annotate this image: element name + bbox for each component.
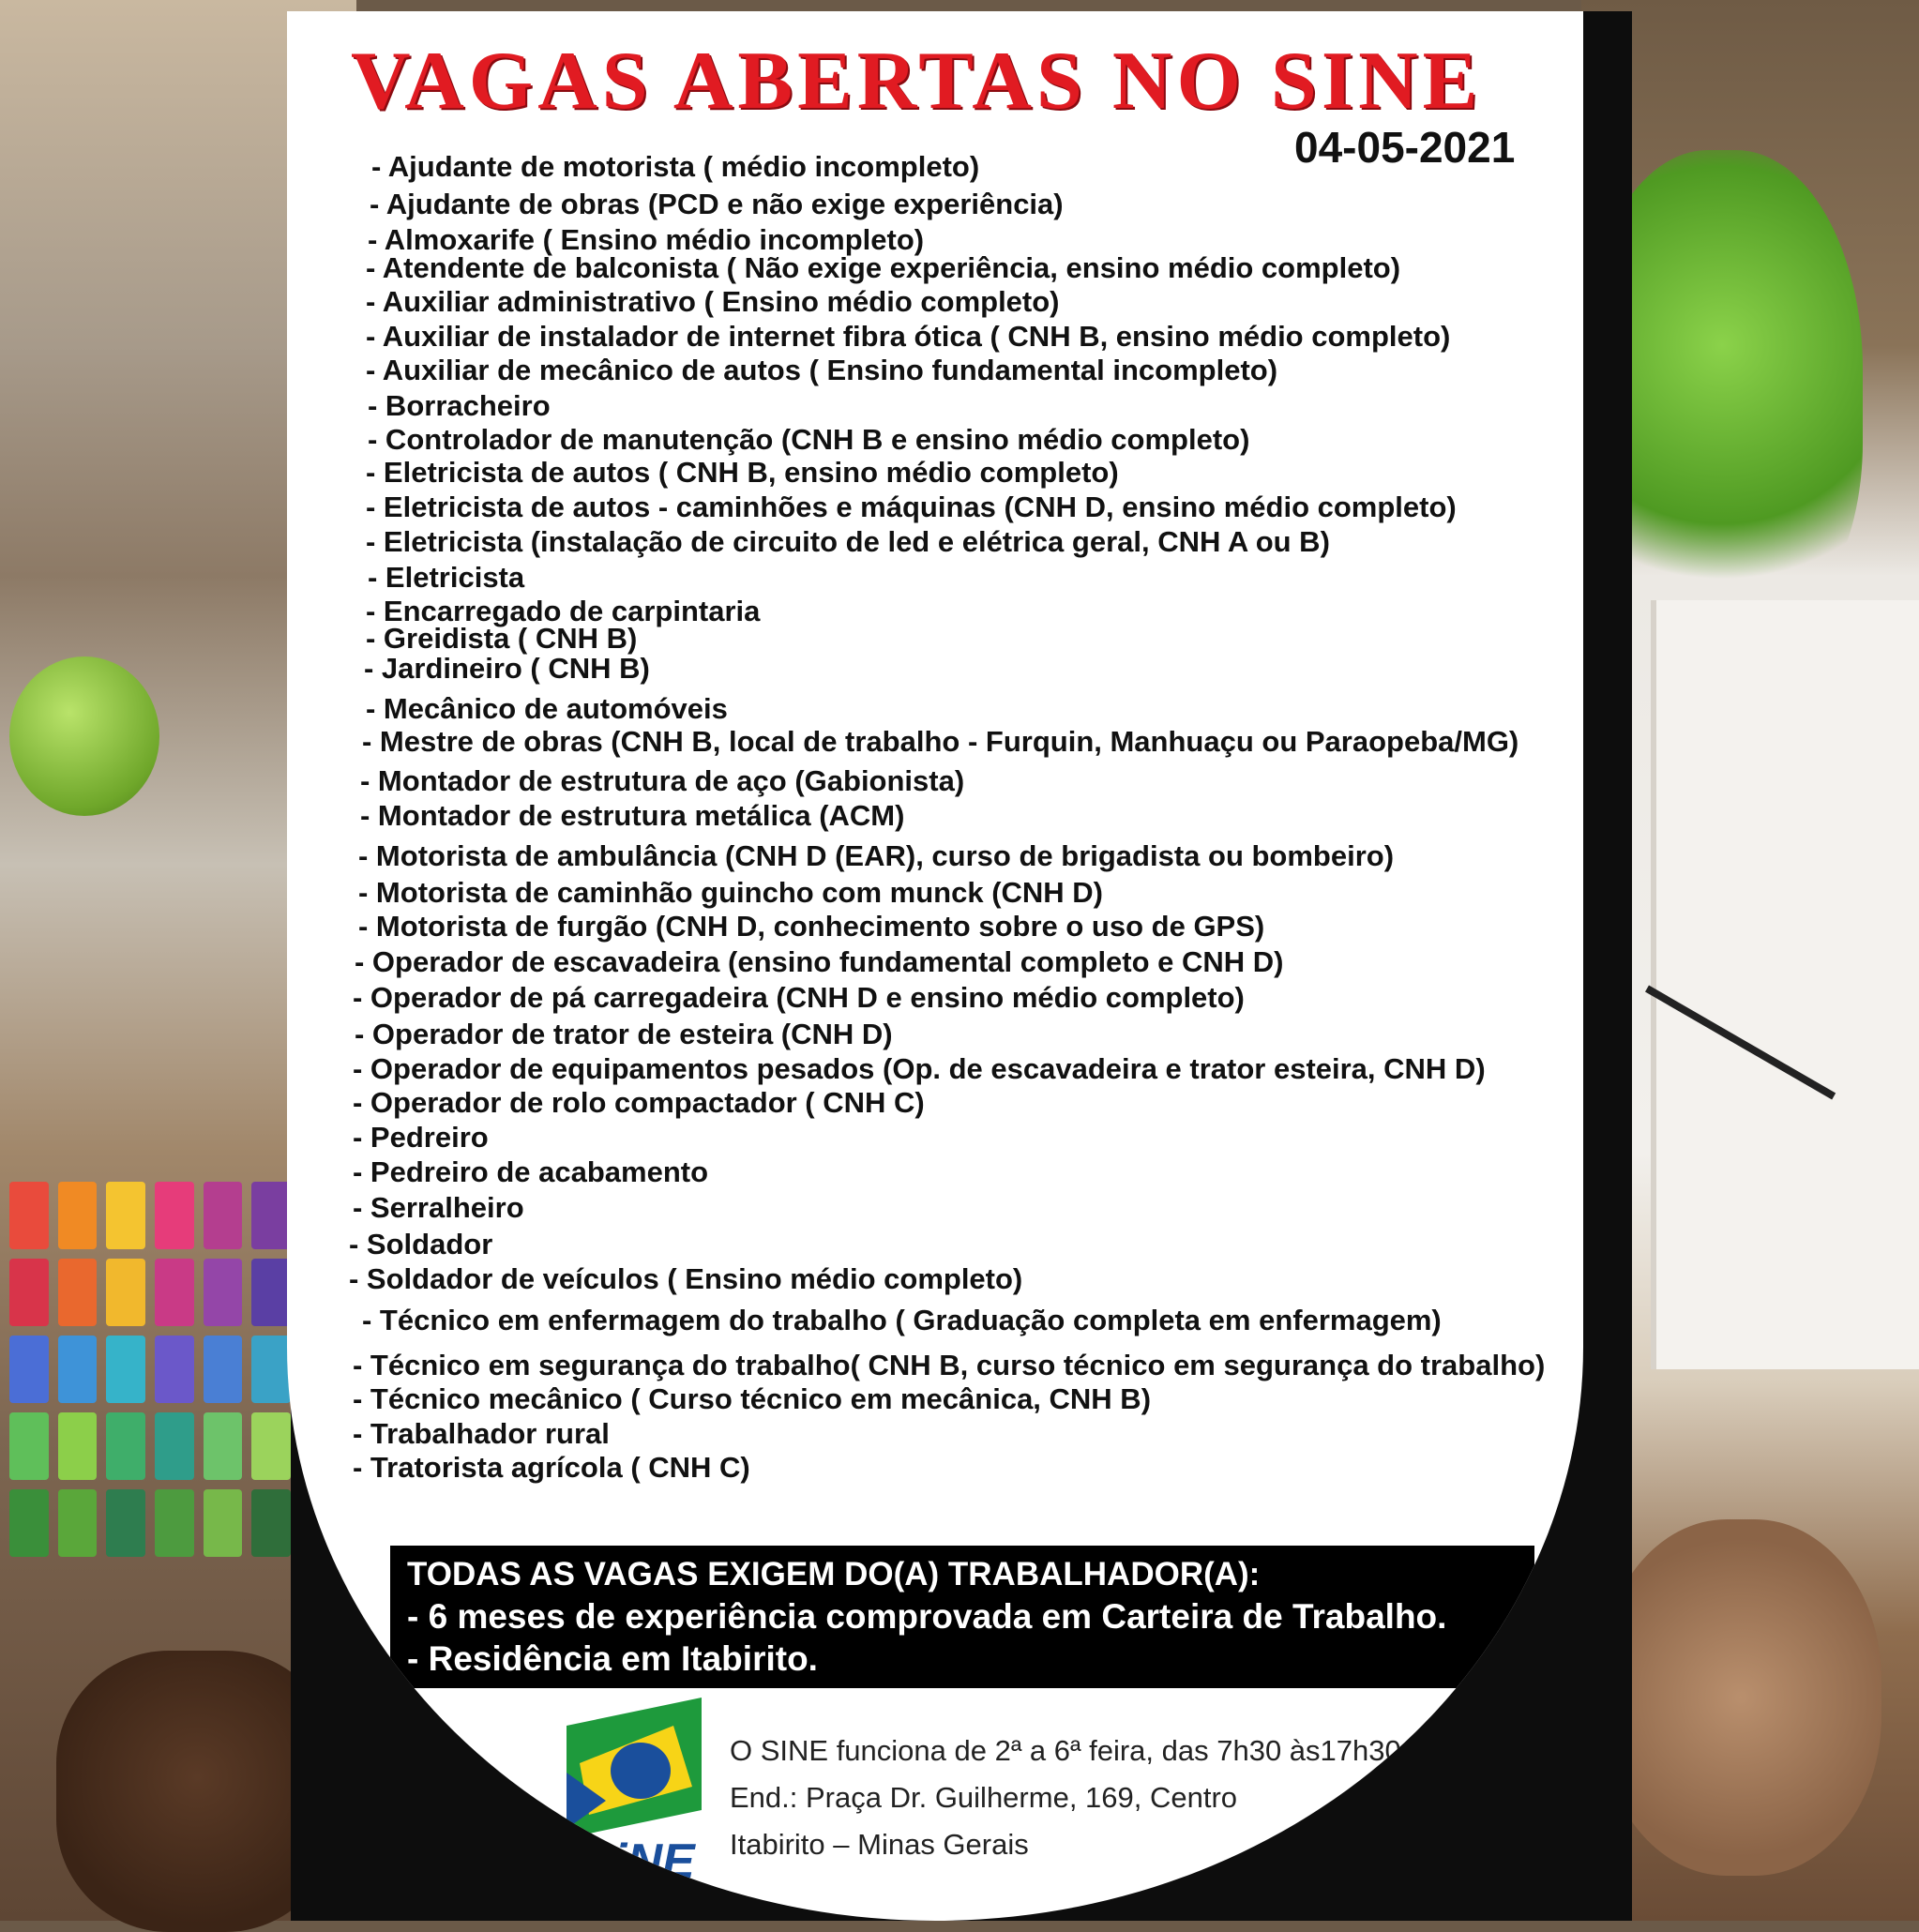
job-item: - Operador de rolo compactador ( CNH C) (353, 1086, 925, 1119)
job-item: - Mestre de obras (CNH B, local de trabalho - Furquin, Manhuaçu ou Paraopeba/MG) (362, 725, 1519, 758)
color-swatch (58, 1412, 98, 1480)
color-swatch (58, 1259, 98, 1326)
job-item: - Operador de trator de esteira (CNH D) (355, 1018, 893, 1050)
job-item: - Motorista de caminhão guincho com munck (CNH D) (358, 876, 1103, 909)
color-swatch (9, 1412, 49, 1480)
job-item: - Montador de estrutura metálica (ACM) (360, 799, 905, 832)
office-info (730, 1728, 1401, 1868)
job-item: - Montador de estrutura de aço (Gabionista) (360, 764, 965, 797)
job-item: - Motorista de ambulância (CNH D (EAR), curso de brigadista ou bombeiro) (358, 839, 1395, 872)
job-item: - Borracheiro (368, 389, 551, 422)
job-item: - Técnico mecânico ( Curso técnico em mecânica, CNH B) (353, 1382, 1152, 1415)
date-label: 04-05-2021 (1294, 123, 1516, 172)
color-swatch (251, 1259, 291, 1326)
office-hours: O SINE funciona de 2ª a 6ª feira, das 7h30 às17h30 (730, 1734, 1401, 1767)
job-card (287, 11, 1583, 1921)
color-swatch (155, 1412, 194, 1480)
color-swatch (106, 1259, 145, 1326)
color-swatch (106, 1412, 145, 1480)
job-item: - Operador de pá carregadeira (CNH D e ensino médio completo) (353, 981, 1245, 1014)
job-item: - Pedreiro (353, 1121, 489, 1154)
job-item: - Soldador de veículos ( Ensino médio completo) (349, 1262, 1023, 1295)
color-swatch (58, 1182, 98, 1249)
job-item: - Tratorista agrícola ( CNH C) (353, 1451, 750, 1484)
requirement-item: - Residência em Itabirito. (407, 1639, 818, 1678)
sine-logo (561, 1698, 715, 1885)
color-swatch (204, 1336, 243, 1403)
apple-illustration (9, 657, 159, 816)
color-swatch (9, 1182, 49, 1249)
job-item: - Auxiliar de instalador de internet fibra ótica ( CNH B, ensino médio completo) (366, 320, 1451, 353)
color-swatch (251, 1336, 291, 1403)
color-swatch (155, 1259, 194, 1326)
hand-illustration-right (1600, 1519, 1881, 1876)
color-swatch (251, 1489, 291, 1557)
color-swatch (106, 1182, 145, 1249)
color-swatch (155, 1336, 194, 1403)
color-swatch (9, 1489, 49, 1557)
job-item: - Greidista ( CNH B) (366, 622, 638, 655)
job-item: - Técnico em enfermagem do trabalho ( Graduação completa em enfermagem) (362, 1304, 1442, 1336)
job-item: - Técnico em segurança do trabalho( CNH B, curso técnico em segurança do trabalho) (353, 1349, 1546, 1381)
office-city: Itabirito – Minas Gerais (730, 1828, 1029, 1861)
logo-text: SiNE (581, 1834, 695, 1885)
page-title: VAGAS ABERTAS NO SINE (351, 36, 1483, 127)
color-swatch (204, 1259, 243, 1326)
job-item: - Pedreiro de acabamento (353, 1155, 709, 1188)
requirements-heading: TODAS AS VAGAS EXIGEM DO(A) TRABALHADOR(A): (407, 1556, 1261, 1592)
color-swatch (204, 1412, 243, 1480)
job-item: - Auxiliar administrativo ( Ensino médio completo) (366, 285, 1060, 318)
logo-flag-globe (611, 1743, 671, 1799)
job-item: - Ajudante de obras (PCD e não exige experiência) (370, 188, 1064, 220)
color-swatch (155, 1489, 194, 1557)
color-swatch (106, 1336, 145, 1403)
color-swatch-chart (0, 1172, 300, 1566)
job-item: - Eletricista de autos - caminhões e máquinas (CNH D, ensino médio completo) (366, 491, 1457, 523)
job-item: - Motorista de furgão (CNH D, conhecimento sobre o uso de GPS) (358, 910, 1265, 943)
job-item: - Auxiliar de mecânico de autos ( Ensino fundamental incompleto) (366, 354, 1278, 386)
job-item: - Soldador (349, 1228, 493, 1260)
color-swatch (9, 1336, 49, 1403)
job-item: - Eletricista de autos ( CNH B, ensino médio completo) (366, 456, 1119, 489)
color-swatch (9, 1259, 49, 1326)
job-item: - Encarregado de carpintaria (366, 595, 761, 627)
job-item: - Mecânico de automóveis (366, 692, 728, 725)
color-swatch (58, 1336, 98, 1403)
color-swatch (251, 1182, 291, 1249)
color-swatch (204, 1182, 243, 1249)
job-item: - Operador de escavadeira (ensino fundamental completo e CNH D) (355, 945, 1284, 978)
office-address: End.: Praça Dr. Guilherme, 169, Centro (730, 1781, 1238, 1814)
job-item: - Almoxarife ( Ensino médio incompleto) (368, 223, 925, 256)
color-swatch (251, 1412, 291, 1480)
job-item: - Eletricista (368, 561, 525, 594)
requirement-item: - 6 meses de experiência comprovada em Carteira de Trabalho. (407, 1597, 1447, 1636)
job-item: - Serralheiro (353, 1191, 524, 1224)
whiteboard-illustration (1651, 600, 1919, 1369)
color-swatch (58, 1489, 98, 1557)
job-item: - Eletricista (instalação de circuito de led e elétrica geral, CNH A ou B) (366, 525, 1330, 558)
job-item: - Controlador de manutenção (CNH B e ensino médio completo) (368, 423, 1250, 456)
job-item: - Atendente de balconista ( Não exige experiência, ensino médio completo) (366, 251, 1401, 284)
job-item: - Operador de equipamentos pesados (Op. de escavadeira e trator esteira, CNH D) (353, 1052, 1486, 1085)
job-item: - Trabalhador rural (353, 1417, 610, 1450)
job-item: - Jardineiro ( CNH B) (364, 652, 650, 685)
color-swatch (204, 1489, 243, 1557)
job-item: - Ajudante de motorista ( médio incompleto) (371, 150, 980, 183)
requirements-box (390, 1546, 1534, 1688)
color-swatch (106, 1489, 145, 1557)
color-swatch (155, 1182, 194, 1249)
